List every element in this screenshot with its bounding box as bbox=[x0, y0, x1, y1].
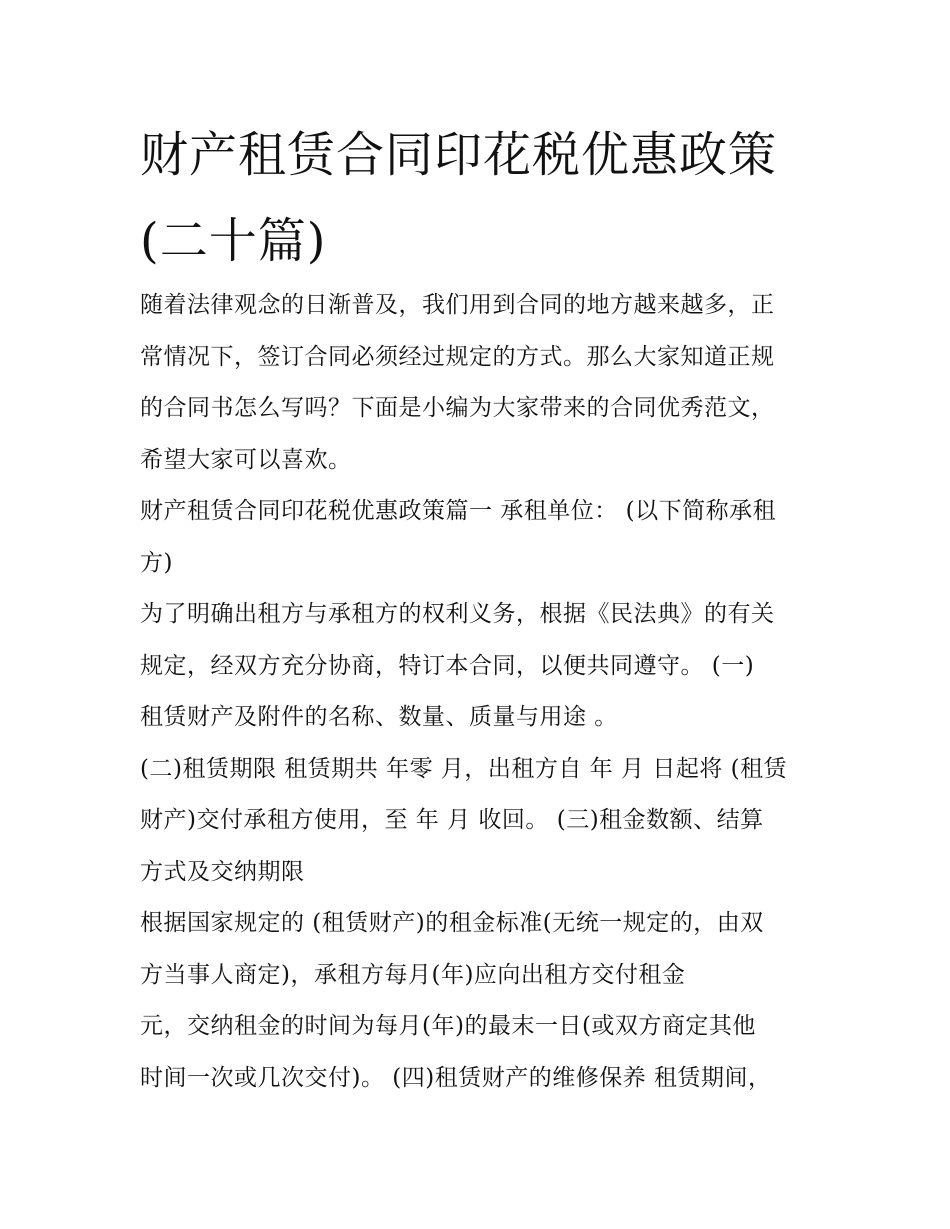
document-body bbox=[140, 280, 820, 1104]
body-line: 方当事人商定)，承租方每月(年)应向出租方交付租金 bbox=[140, 961, 686, 988]
body-line: 随着法律观念的日渐普及，我们用到合同的地方越来越多，正 bbox=[140, 292, 775, 318]
body-line: (二)租赁期限 租赁期共 年零 月，出租方自 年 月 日起将 (租赁 bbox=[140, 755, 788, 782]
body-line: 方) bbox=[140, 549, 173, 576]
body-line: 希望大家可以喜欢。 bbox=[140, 446, 352, 473]
body-line: 为了明确出租方与承租方的权利义务，根据《民法典》的有关 bbox=[140, 601, 775, 627]
body-line: 方式及交纳期限 bbox=[140, 858, 305, 885]
body-line: 的合同书怎么写吗？下面是小编为大家带来的合同优秀范文， bbox=[140, 395, 775, 421]
body-line: 财产)交付承租方使用，至 年 月 收回。 (三)租金数额、结算 bbox=[140, 807, 764, 833]
page-title bbox=[140, 112, 820, 284]
title-line-2: (二十篇) bbox=[140, 213, 327, 269]
body-line: 根据国家规定的 (租赁财产)的租金标准(无统一规定的，由双 bbox=[140, 910, 764, 936]
body-line: 常情况下，签订合同必须经过规定的方式。那么大家知道正规 bbox=[140, 343, 775, 370]
title-line-1: 财产租赁合同印花税优惠政策 bbox=[140, 127, 778, 183]
body-line: 财产租赁合同印花税优惠政策篇一 承租单位： (以下简称承租 bbox=[140, 498, 777, 524]
body-line: 时间一次或几次交付)。 (四)租赁财产的维修保养 租赁期间， bbox=[140, 1064, 772, 1091]
body-line: 元，交纳租金的时间为每月(年)的最末一日(或双方商定其他 bbox=[140, 1013, 756, 1039]
body-line: 租赁财产及附件的名称、数量、质量与用途 。 bbox=[140, 704, 618, 730]
body-line: 规定，经双方充分协商，特订本合同，以便共同遵守。 (一) bbox=[140, 652, 755, 679]
